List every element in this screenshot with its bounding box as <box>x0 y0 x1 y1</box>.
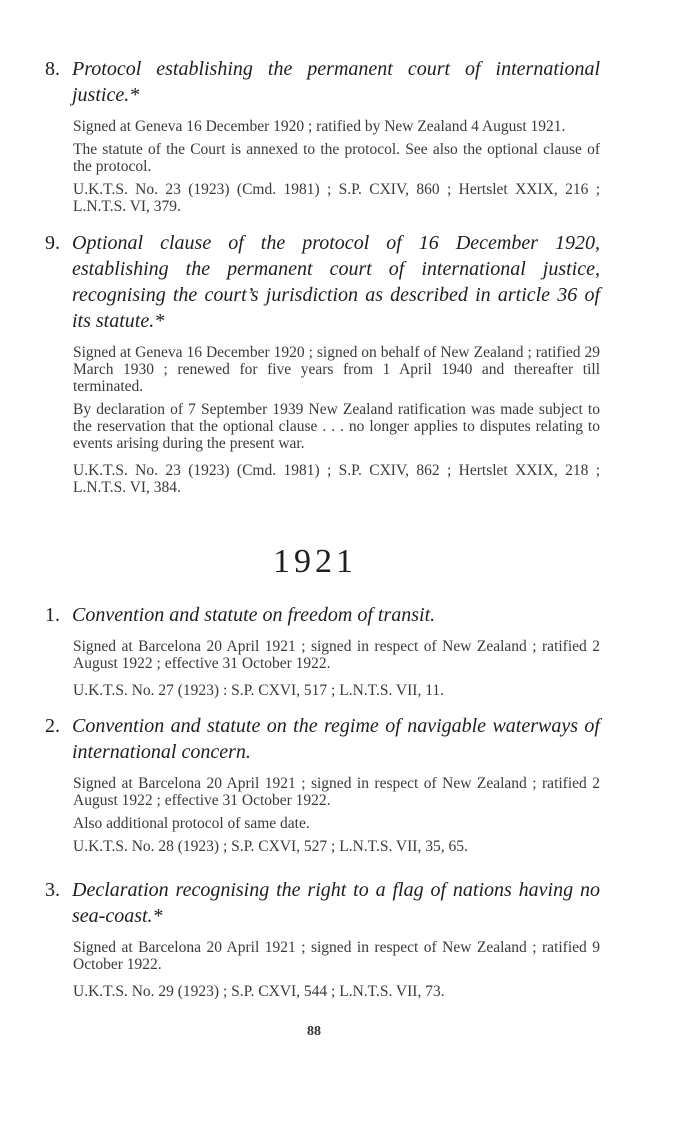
treaty-title-text: Convention and statute on freedom of transit. <box>72 604 436 626</box>
treaty-entry-8 <box>45 56 600 215</box>
treaty-entry-9 <box>45 230 600 496</box>
treaty-title-text: Protocol establishing the permanent court of international justice.* <box>72 58 600 106</box>
treaty-citation: U.K.T.S. No. 23 (1923) (Cmd. 1981) ; S.P. CXIV, 860 ; Hertslet XXIX, 216 ; L.N.T.S. VI, 379. <box>73 181 600 215</box>
treaty-entry-1 <box>45 602 600 699</box>
treaty-title-text: Convention and statute on the regime of navigable waterways of international concern. <box>72 715 600 763</box>
treaty-entry-3 <box>45 877 600 1000</box>
year-heading: 1921 <box>273 543 357 580</box>
treaty-title <box>45 877 600 929</box>
treaty-title <box>45 602 600 628</box>
treaty-title <box>45 230 600 334</box>
treaty-signing-note: Signed at Barcelona 20 April 1921 ; signed in respect of New Zealand ; ratified 9 October 1922. <box>73 939 600 973</box>
treaty-entry-2 <box>45 713 600 855</box>
treaty-note: The statute of the Court is annexed to the protocol. See also the optional clause of the protocol. <box>73 141 600 175</box>
treaty-citation: U.K.T.S. No. 27 (1923) : S.P. CXVI, 517 ; L.N.T.S. VII, 11. <box>73 682 445 699</box>
treaty-title-text: Declaration recognising the right to a flag of nations having no sea-coast.* <box>72 879 600 927</box>
treaty-number: 8. <box>45 58 60 80</box>
treaty-signing-note: Signed at Geneva 16 December 1920 ; signed on behalf of New Zealand ; ratified 29 March 1930 ; renewed for five years from 1 April 1940 and thereafter till terminated. <box>73 344 600 395</box>
treaty-citation: U.K.T.S. No. 28 (1923) ; S.P. CXVI, 527 ; L.N.T.S. VII, 35, 65. <box>73 838 468 855</box>
treaty-title <box>45 713 600 765</box>
treaty-number: 9. <box>45 232 60 254</box>
treaty-citation: U.K.T.S. No. 23 (1923) (Cmd. 1981) ; S.P. CXIV, 862 ; Hertslet XXIX, 218 ; L.N.T.S. VI, 384. <box>73 462 600 496</box>
treaty-number: 2. <box>45 715 60 737</box>
treaty-title-text: Optional clause of the protocol of 16 December 1920, establishing the permanent court of international justice, recognising the court’s jurisdiction as described in article 36 of its statute.* <box>72 232 600 332</box>
treaty-reservation-note: By declaration of 7 September 1939 New Zealand ratification was made subject to the reservation that the optional clause . . . no longer applies to disputes relating to events arising during the present war. <box>73 401 600 452</box>
treaty-signing-note: Signed at Barcelona 20 April 1921 ; signed in respect of New Zealand ; ratified 2 August 1922 ; effective 31 October 1922. <box>73 638 600 672</box>
treaty-signing-note: Signed at Barcelona 20 April 1921 ; signed in respect of New Zealand ; ratified 2 August 1922 ; effective 31 October 1922. <box>73 775 600 809</box>
treaty-title <box>45 56 600 108</box>
treaty-number: 1. <box>45 604 60 626</box>
treaty-note: Also additional protocol of same date. <box>73 815 310 832</box>
treaty-signing-note: Signed at Geneva 16 December 1920 ; ratified by New Zealand 4 August 1921. <box>73 118 566 135</box>
treaty-citation: U.K.T.S. No. 29 (1923) ; S.P. CXVI, 544 ; L.N.T.S. VII, 73. <box>73 983 445 1000</box>
treaty-number: 3. <box>45 879 60 901</box>
page-number: 88 <box>307 1024 321 1039</box>
